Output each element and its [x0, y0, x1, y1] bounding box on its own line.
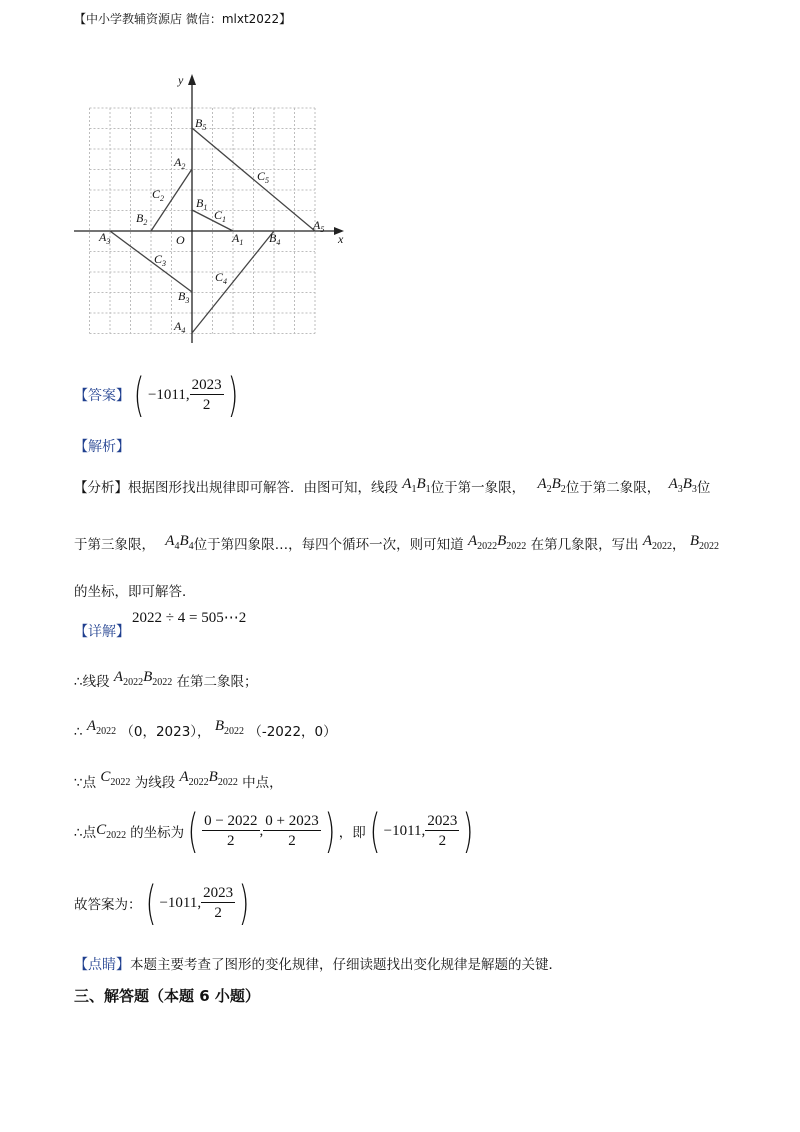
fenxi-line-3: 的坐标，即可解答．: [74, 584, 196, 600]
pt-b2022: $B_{2022}$: [689, 533, 720, 552]
answer-row: [74, 368, 242, 422]
detail-label: 【详解】: [74, 624, 130, 640]
label-a1: $A_1$: [232, 231, 244, 247]
label-b4: $B_4$: [269, 231, 281, 247]
seg-a1b1: $A_1B_1$: [402, 476, 431, 495]
left-paren: (: [133, 368, 145, 422]
seg-a4b4: $A_4B_4$: [165, 533, 194, 552]
y-axis-label: y: [178, 73, 184, 87]
page-header: 【中小学教辅资源店 微信：mlxt2022】: [74, 12, 292, 26]
x-axis-label: x: [338, 232, 344, 246]
right-paren: ): [227, 368, 238, 422]
fenxi-line-1: 【分析】根据图形找出规律即可解答．由图可知，线段 $A_1B_1$位于第一象限， $A_2B_2$位于第二象限， $A_3B_3$位: [74, 476, 711, 496]
label-b2: $B_2$: [136, 211, 148, 227]
label-b1: $B_1$: [196, 196, 208, 212]
label-a4: $A_4$: [174, 319, 186, 335]
answer-label: 【答案】: [74, 388, 130, 404]
final-answer-line: 故答案为： ( −1011, $\frac{2023}{2}$ ): [74, 876, 250, 930]
label-a5: $A_5$: [313, 218, 325, 234]
label-c4: $C_4$: [215, 270, 228, 286]
section-title: 三、解答题（本题 6 小题）: [74, 987, 260, 1005]
coordinate-figure: [68, 70, 358, 345]
label-a2: $A_2$: [174, 155, 186, 171]
detail-line-2: ∴ $A_{2022}$ （0，2023）， $B_{2022}$ （-2022，0）: [74, 718, 337, 740]
fenxi-line-2: 于第三象限， $A_4B_4$位于第四象限…，每四个循环一次，则可知道 $A_{2022}B_{2022}$ 在第几象限，写出 $A_{2022}$， $B_{2022}$: [74, 533, 720, 553]
detail-line-4: ∴点 $C_{2022}$ 的坐标为 ( $\frac{0 - 2022}{2}$ , $\frac{0 + 2023}{2}$ ) ，即 ( −1011, $\frac{2023}{2}$ ): [74, 804, 474, 858]
seg-a2b2: $A_2B_2$: [537, 476, 566, 495]
detail-line-3: ∵点 $C_{2022}$ 为线段 $A_{2022}B_{2022}$ 中点，: [74, 769, 283, 791]
label-c5: $C_5$: [257, 169, 270, 185]
detail-equation: 2022 ÷ 4 = 505⋯2: [132, 610, 247, 626]
y-axis-arrow: [188, 74, 196, 85]
label-b5: $B_5$: [195, 116, 207, 132]
label-b3: $B_3$: [178, 289, 190, 305]
label-c2: $C_2$: [152, 187, 165, 203]
answer-x: −1011,: [147, 386, 190, 403]
label-a3: $A_3$: [99, 230, 111, 246]
seg-a2022b2022: $A_{2022}B_{2022}$: [467, 533, 527, 552]
origin-label: O: [176, 233, 185, 247]
seg-a3b3: $A_3B_3$: [668, 476, 697, 495]
pt-a2022: $A_{2022}$: [642, 533, 673, 552]
segment-a5b5: [192, 128, 315, 231]
label-c1: $C_1$: [214, 208, 227, 224]
answer-fraction: $\frac{2023}{2}$: [191, 376, 222, 413]
dianjing-line: 【点睛】本题主要考查了图形的变化规律，仔细读题找出变化规律是解题的关键．: [74, 957, 562, 973]
jiexi-label: 【解析】: [74, 439, 130, 455]
detail-line-1: ∴线段 $A_{2022}B_{2022}$ 在第二象限；: [74, 669, 258, 690]
label-c3: $C_3$: [154, 252, 167, 268]
